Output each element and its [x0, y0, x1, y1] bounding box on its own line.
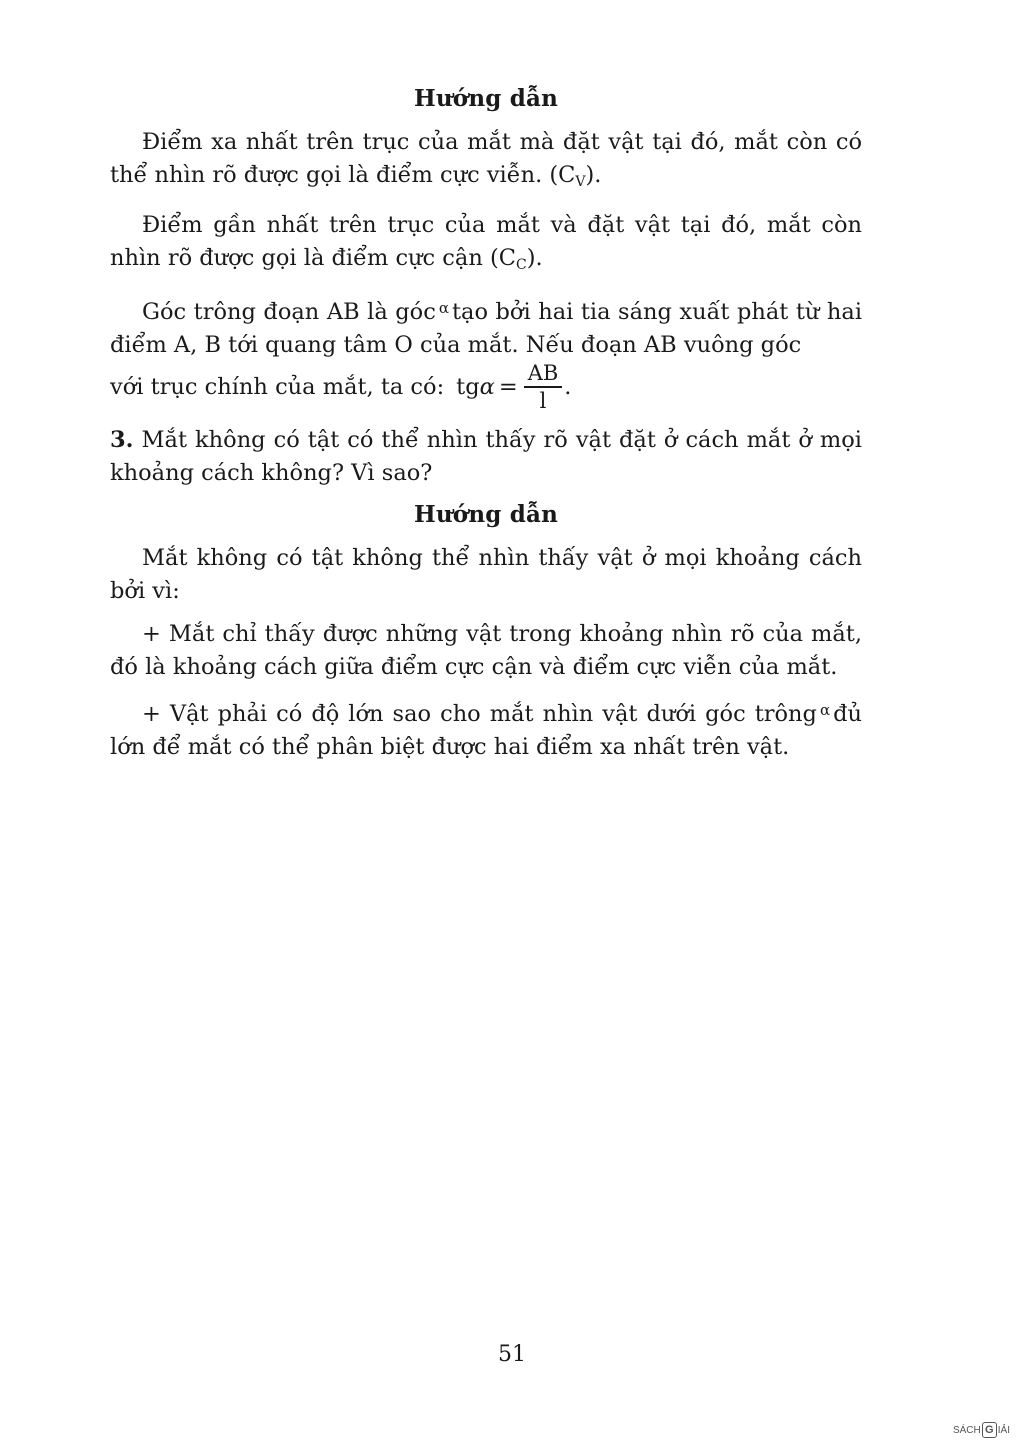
page-number: 51	[498, 1342, 526, 1367]
fraction-numerator: AB	[527, 361, 559, 385]
viewing-angle-part1: Góc trông đoạn AB là góc	[142, 299, 436, 325]
paragraph-near-point	[110, 209, 862, 282]
watermark-logo	[953, 1422, 1010, 1438]
far-point-text: Điểm xa nhất trên trục của mắt mà đặt vật tại đó, mắt còn có thể nhìn rõ được gọi là điểm cực viễn. (C	[110, 129, 862, 188]
answer-point-2-part1: + Vật phải có độ lớn sao cho mắt nhìn vật dưới góc trông	[142, 700, 817, 727]
far-point-subscript: V	[575, 174, 586, 190]
paragraph-far-point	[110, 126, 862, 199]
watermark-box: G	[982, 1422, 997, 1438]
formula-line	[110, 360, 862, 414]
section-heading-1: Hướng dẫn	[413, 85, 559, 112]
paragraph-answer-intro: Mắt không có tật không thể nhìn thấy vật ở mọi khoảng cách bởi vì:	[110, 544, 862, 604]
page-content	[110, 82, 862, 774]
alpha-symbol: α	[438, 299, 449, 317]
question-3	[110, 424, 862, 490]
near-point-subscript: C	[515, 257, 527, 273]
near-point-text: Điểm gần nhất trên trục của mắt và đặt vật tại đó, mắt còn nhìn rõ được gọi là điểm cực cận (C	[110, 212, 862, 271]
question-text: Mắt không có tật có thể nhìn thấy rõ vật đặt ở cách mắt ở mọi khoảng cách không? Vì sao?	[110, 426, 862, 486]
paragraph-viewing-angle	[110, 292, 862, 362]
formula-prefix: với trục chính của mắt, ta có:	[110, 373, 445, 400]
alpha-symbol-2: α	[819, 700, 831, 719]
paragraph-answer-point-2	[110, 694, 862, 764]
formula-fraction	[524, 360, 563, 414]
answer-point-2-part2: đủ lớn để mắt có thể phân biệt được hai điểm xa nhất trên vật.	[110, 700, 862, 760]
formula-end: .	[564, 373, 572, 400]
watermark-right: IẢI	[997, 1424, 1010, 1436]
formula-alpha: α	[479, 373, 495, 400]
watermark-left: SÁCH	[952, 1424, 981, 1436]
viewing-angle-part2: tạo bởi hai tia sáng xuất phát từ hai điểm A, B tới quang tâm O của mắt. Nếu đoạn AB vuông góc	[110, 299, 863, 358]
far-point-end: ).	[585, 162, 602, 188]
near-point-end: ).	[526, 245, 543, 271]
paragraph-answer-point-1: + Mắt chỉ thấy được những vật trong khoảng nhìn rõ của mắt, đó là khoảng cách giữa điểm cực cận và điểm cực viễn của mắt.	[110, 620, 862, 680]
formula-equals: =	[498, 373, 518, 400]
section-heading-2: Hướng dẫn	[413, 500, 559, 528]
fraction-denominator: l	[539, 388, 547, 413]
formula-lhs: tg	[456, 373, 480, 400]
question-number: 3.	[110, 426, 134, 453]
